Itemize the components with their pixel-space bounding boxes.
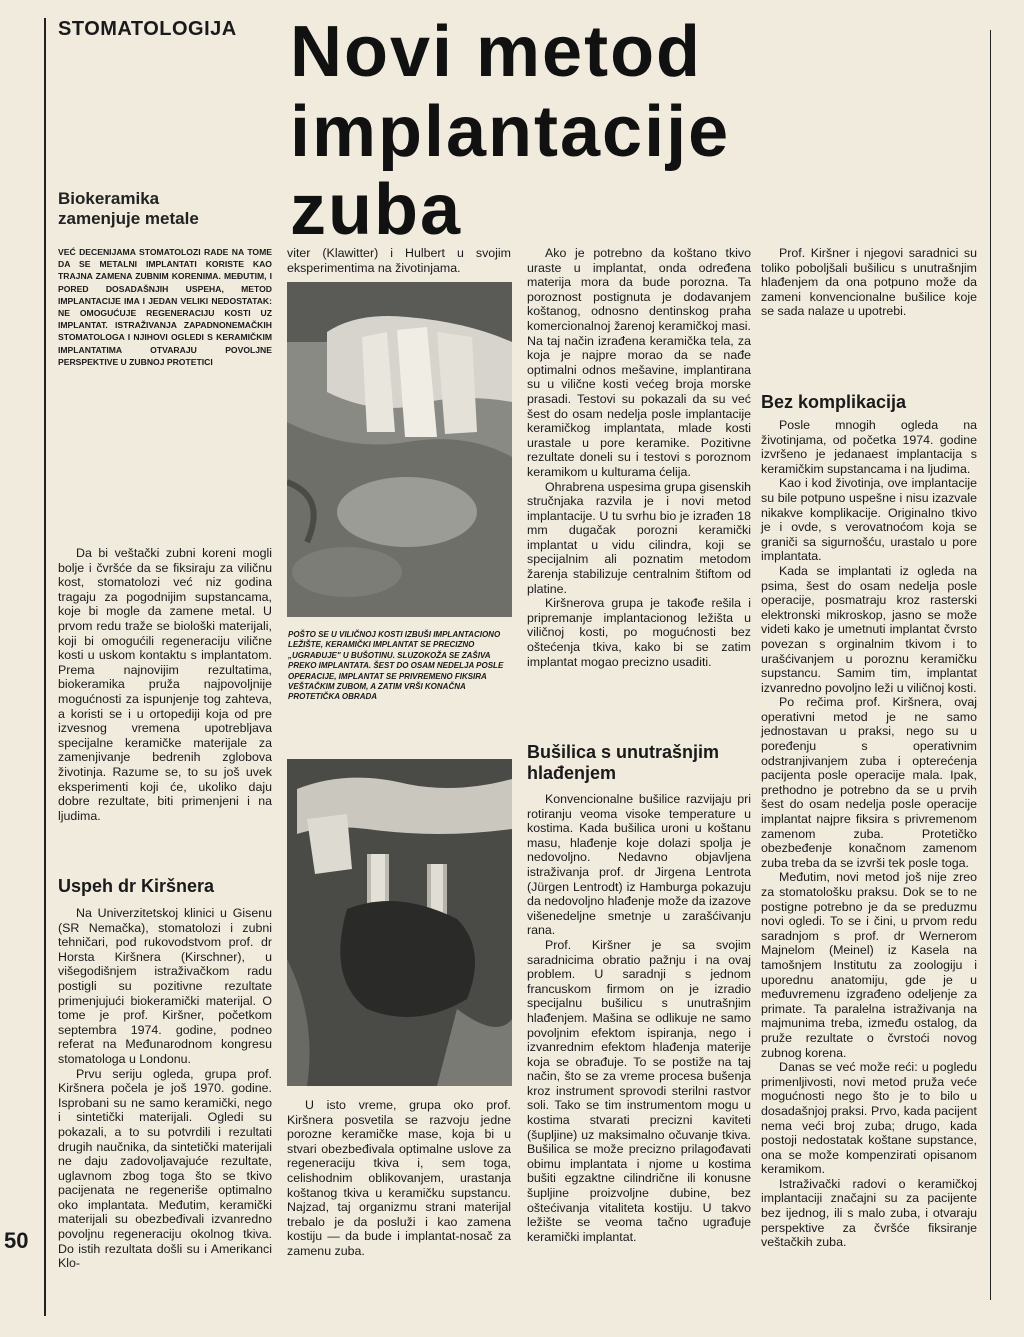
paragraph: Kada se implantati iz ogleda na psima, šest do osam nedelja posle operacije, posmatraju kroz rasterski elektronski mikroskop, jasno se može videti kako je umetnuti implantat čvrsto povezan s orginalnim tkivom i to urašćivanjem u poroznu keramičku supstancu. Samim tim, implantat izvanredno povoljno leži u viličnoj kosti. — [761, 563, 977, 695]
column-2-bottom — [287, 1098, 511, 1259]
paragraph: Kiršnerova grupa je takođe rešila i pripremanje implantacionog ležišta u viličnoj kosti, po mogućnosti bez oštećenja tkiva, kako bi se zatim implantat mogao precizno usaditi. — [527, 596, 751, 669]
title-line-2: implantacije — [290, 92, 731, 172]
title-line-1: Novi metod — [290, 12, 703, 92]
column-2-top — [287, 246, 511, 275]
right-margin-rule — [990, 30, 991, 1300]
page-number: 50 — [4, 1228, 29, 1253]
heading-busilica: Bušilica s unutrašnjim hlađenjem — [527, 742, 720, 783]
paragraph: Prof. Kiršner je sa svojim saradnicima obratio pažnju i na ovaj problem. U saradnji s jednom francuskom firmom on je izradio specijalnu bušilicu s unutrašnjim hlađenjem. Mašina se odlikuje ne samo povoljnim efektom ispiranja, nego i izvanrednim efektom hlađenja materije koja se obrađuje. To se postiže na taj način, što se za vreme procesa bušenja kroz instrument sprovodi sterilni rastvor soli. Tako se tim instrumentom mogu u kostima stvarati precizni kaviteti (šupljine) uz maksimalno očuvanje tkiva. Bušilica se može precizno prilagođavati obimu implantata i njome u kostima bušiti egzaktne cilindrične ili konusne šupljine proizvoljne dubine, bez oštećivanja vitaliteta kostiju. U takvo ležište se veoma tačno ugrađuje keramički implantat. — [527, 937, 751, 1244]
paragraph: Na Univerzitetskoj klinici u Gisenu (SR Nemačka), stomatolozi i zubni tehničari, pod rukovodstvom prof. dr Horsta Kiršnera (Kirschner), u višegodišnjem istraživačkom radu postigli su pozitivne rezultate primenjujući biokeramički materijal. O tome je prof. Kiršner, početkom septembra 1974. godine, podneo referat na Međunarodnom kongresu stomatologa u Londonu. — [58, 906, 272, 1066]
subtitle-line-2: zamenjuje metale — [58, 209, 199, 228]
heading-bez-komplikacija: Bez komplikacija — [761, 392, 907, 412]
column-3-top — [527, 246, 751, 669]
paragraph: Ako je potrebno da koštano tkivo uraste u implantat, onda određena materija mora da bude porozna. Ta poroznost postignuta je dodavanjem koštanog, odnosno dentinskog praha komercionalnoj žarenoj keramičkoj masi. Na taj način izrađena keramička tela, za koja je najpre morao da se nađe optimalni odnos mešavine, implantirana su u vilične kosti većeg broja morske prasadi. Testovi su pokazali da su već šest do osam nedelja posle implantacije keramičkog implantata, mlade kosti urastale u pore keramike. Pozitivne rezultate doneli su i testovi s poroznom keramikom u kulturama ćelija. — [527, 246, 751, 479]
heading-uspeh: Uspeh dr Kiršnera — [58, 876, 215, 896]
column-3-body — [527, 792, 751, 1244]
lead-paragraph: VEĆ DECENIJAMA STOMATOLOZI RADE NA TOME DA SE METALNI IMPLANTATI KORISTE KAO TRAJNA ZAMENA ZUBNIM KORENIMA. MEĐUTIM, I PORED DOSADAŠNJIH USPEHA, METOD IMPLANTACIJE IMA I JEDAN VELIKI NEDOSTATAK: NE OMOGUĆUJE REGENERACIJU KOSTI UZ IMPLANTAT. ISTRAŽIVANJA ZAPADNONEMAČKIH STOMATOLOGA I NJIHOVI OGLEDI S KERAMIČKIM IMPLANTATIMA OTVARAJU POVOLJNE PERSPEKTIVE U ZUBNOJ PROTETICI — [58, 247, 272, 367]
paragraph: Po rečima prof. Kiršnera, ovaj operativni metod je ne samo jednostavan u praksi, nego su u poređenju s operativnim odstranjivanjem zuba i opterećenja pacijenta posle operacije mala. Ipak, prethodno je potrebno da se u prvih šest do osam nedelja posle operacije implantat najpre fiksira s privremenom zamenom zuba. Protetičko obezbeđenje konačnom zamenom zuba treba da se izvrši tek posle toga. — [761, 695, 977, 870]
intro-paragraph: Da bi veštački zubni koreni mogli bolje i čvršće da se fiksiraju za viličnu kost, stomatolozi već niz godina tragaju za pogodnijim supstancama, koje bi mogle da zamene metal. U prvom redu traže se biološki materijali, koji bi omogućili regeneraciju vilične kosti u uskom kontaktu s implantatom. Prema najnovijim rezultatima, biokeramika pruža najpovoljnije mogućnosti za ispunjenje tog zahteva, a koristi se i u ortopediji koja od pre izvesnog vremena upotrebljava specijalne keramičke materijale za zamenjivanje bedrenih zglobova životinja. Razume se, to su još uvek eksperimenti koji će, ukoliko daju dobre rezultate, biti primenjeni i na ljudima. — [58, 546, 272, 823]
implant-photo-1 — [287, 282, 512, 617]
paragraph: Posle mnogih ogleda na životinjama, od početka 1974. godine izvršeno je jedanaest implantacija s keramičkim supstancama i na ljudima. — [761, 418, 977, 476]
paragraph: Kao i kod životinja, ove implantacije su bile potpuno uspešne i nisu izazvale nikakve komplikacije. Originalno tkivo je i ovde, s verovatnoćom koja se graniči sa sigurnošću, urastalo u pore implantata. — [761, 476, 977, 564]
section-label: STOMATOLOGIJA — [58, 18, 237, 40]
paragraph: Prof. Kiršner i njegovi saradnici su toliko poboljšali bušilicu s unutrašnjim hlađenjem da ona potpuno može da zameni konvencionalne bušilice koje se sada nalaze u upotrebi. — [761, 246, 977, 319]
column-4-top — [761, 246, 977, 319]
paragraph: U isto vreme, grupa oko prof. Kiršnera posvetila se razvoju jedne porozne keramičke mase, koja bi u stvari obezbeđivala optimalne uslove za regeneraciju tkiva i, sem toga, celishodnim oblikovanjem, urastanja koštanog tkiva u keramičku supstancu. Najzad, taj organizmu strani materijal trebalo je da posluži i kao zamena kostiju — da bude i implantat-nosač za zamenu zuba. — [287, 1098, 511, 1258]
implant-photo-2 — [287, 759, 512, 1086]
paragraph: Prvu seriju ogleda, grupa prof. Kiršnera počela je još 1970. godine. Isprobani su ne samo keramički, nego i sintetički materijali. Ogledi su pokazali, a to su potvrdili i rezultati drugih naučnika, da sintetički materijali ne daju zadovoljavajuće rezultate, uglavnom zbog toga što se tkivo pacijenata ne regeneriše optimalno oko implantata. Međutim, keramički materijali su obezbeđivali izvanredno povoljnu regeneraciju okolnog tkiva. Do istih rezultata došli su i Amerikanci Klo- — [58, 1066, 272, 1271]
column-1-body — [58, 906, 272, 1271]
subtitle-line-1: Biokeramika — [58, 189, 160, 208]
column-4-body — [761, 418, 977, 1250]
paragraph: Istraživački radovi o keramičkoj implantaciji značajni su za pacijentе bez ijednog, ili s malo zuba, i otvaraju perspektive za čvršće fiksiranje veštačkih zuba. — [761, 1176, 977, 1250]
title-line-3: zuba — [290, 170, 463, 250]
paragraph: Međutim, novi metod još nije zreo za stomatološku praksu. Dok se to ne postigne potrebno je da se preduzmu novi ogledi. To se i čini, u prvom redu saradnjom s prof. dr Wernerom Majnelom (Meinel) iz Kasela na tamošnjem Institutu za zoologiju i uporednu anatomiju, gde je u međuvremenu izgrađeno odeljenje za primate. Ta paralelna istraživanja na majmunima treba, između ostalog, da pruže rezultate o čvrstoći novog zubnog korena. — [761, 870, 977, 1060]
paragraph: viter (Klawitter) i Hulbert u svojim eksperimentima na životinjama. — [287, 246, 511, 275]
paragraph: Konvencionalne bušilice razvijaju pri rotiranju veoma visoke temperature u kostima. Kada bušilica uroni u koštanu masu, hlađenje koje dolazi spolja je nedovoljno. Nedavno objavljena istraživanja prof. dr Jirgena Lentrota (Jürgen Lentrodt) iz Hamburga pokazuju da nedovoljno hlađenje može da izazove višenedeljne smetnje u zarašćivanju rana. — [527, 792, 751, 938]
column-1-intro — [58, 546, 272, 823]
paragraph: Danas se već može reći: u pogledu primenljivosti, novi metod pruža veće mogućnosti nego što je to bilo u dosadašnjoj praksi. Prvo, kada pacijent nema veći broj zuba; drugo, kada postoji nedostatak koštane supstance, ona se može kompenzirati opisanom keramikom. — [761, 1060, 977, 1177]
paragraph: Ohrabrena uspesima grupa gisenskih stručnjaka razvila je i novi metod implantacije. U tu svrhu bio je izrađen 18 mm dugačak porozni keramički implantat u vidu cilindra, koji se specijalnim ali poznatim metodom žarenja stabilizuje centralnim štiftom od platine. — [527, 479, 751, 596]
photo-caption: POŠTO SE U VILIČNOJ KOSTI IZBUŠI IMPLANTACIONO LEŽIŠTE, KERAMIČKI IMPLANTAT SE PRECIZNO „UGRAĐUJE" U BUŠOTINU. SLUZOKOŽA SE ZAŠIVA PREKO IMPLANTATA. ŠEST DO OSAM NEDELJA POSLE OPERACIJE, IMPLANTAT SE PRIVREMENO FIKSIRA VEŠTAČKIM ZUBOM, A ZATIM VRŠI KONAČNA PROTETIČKA OBRADA — [288, 630, 504, 702]
left-margin-rule — [44, 18, 46, 1316]
